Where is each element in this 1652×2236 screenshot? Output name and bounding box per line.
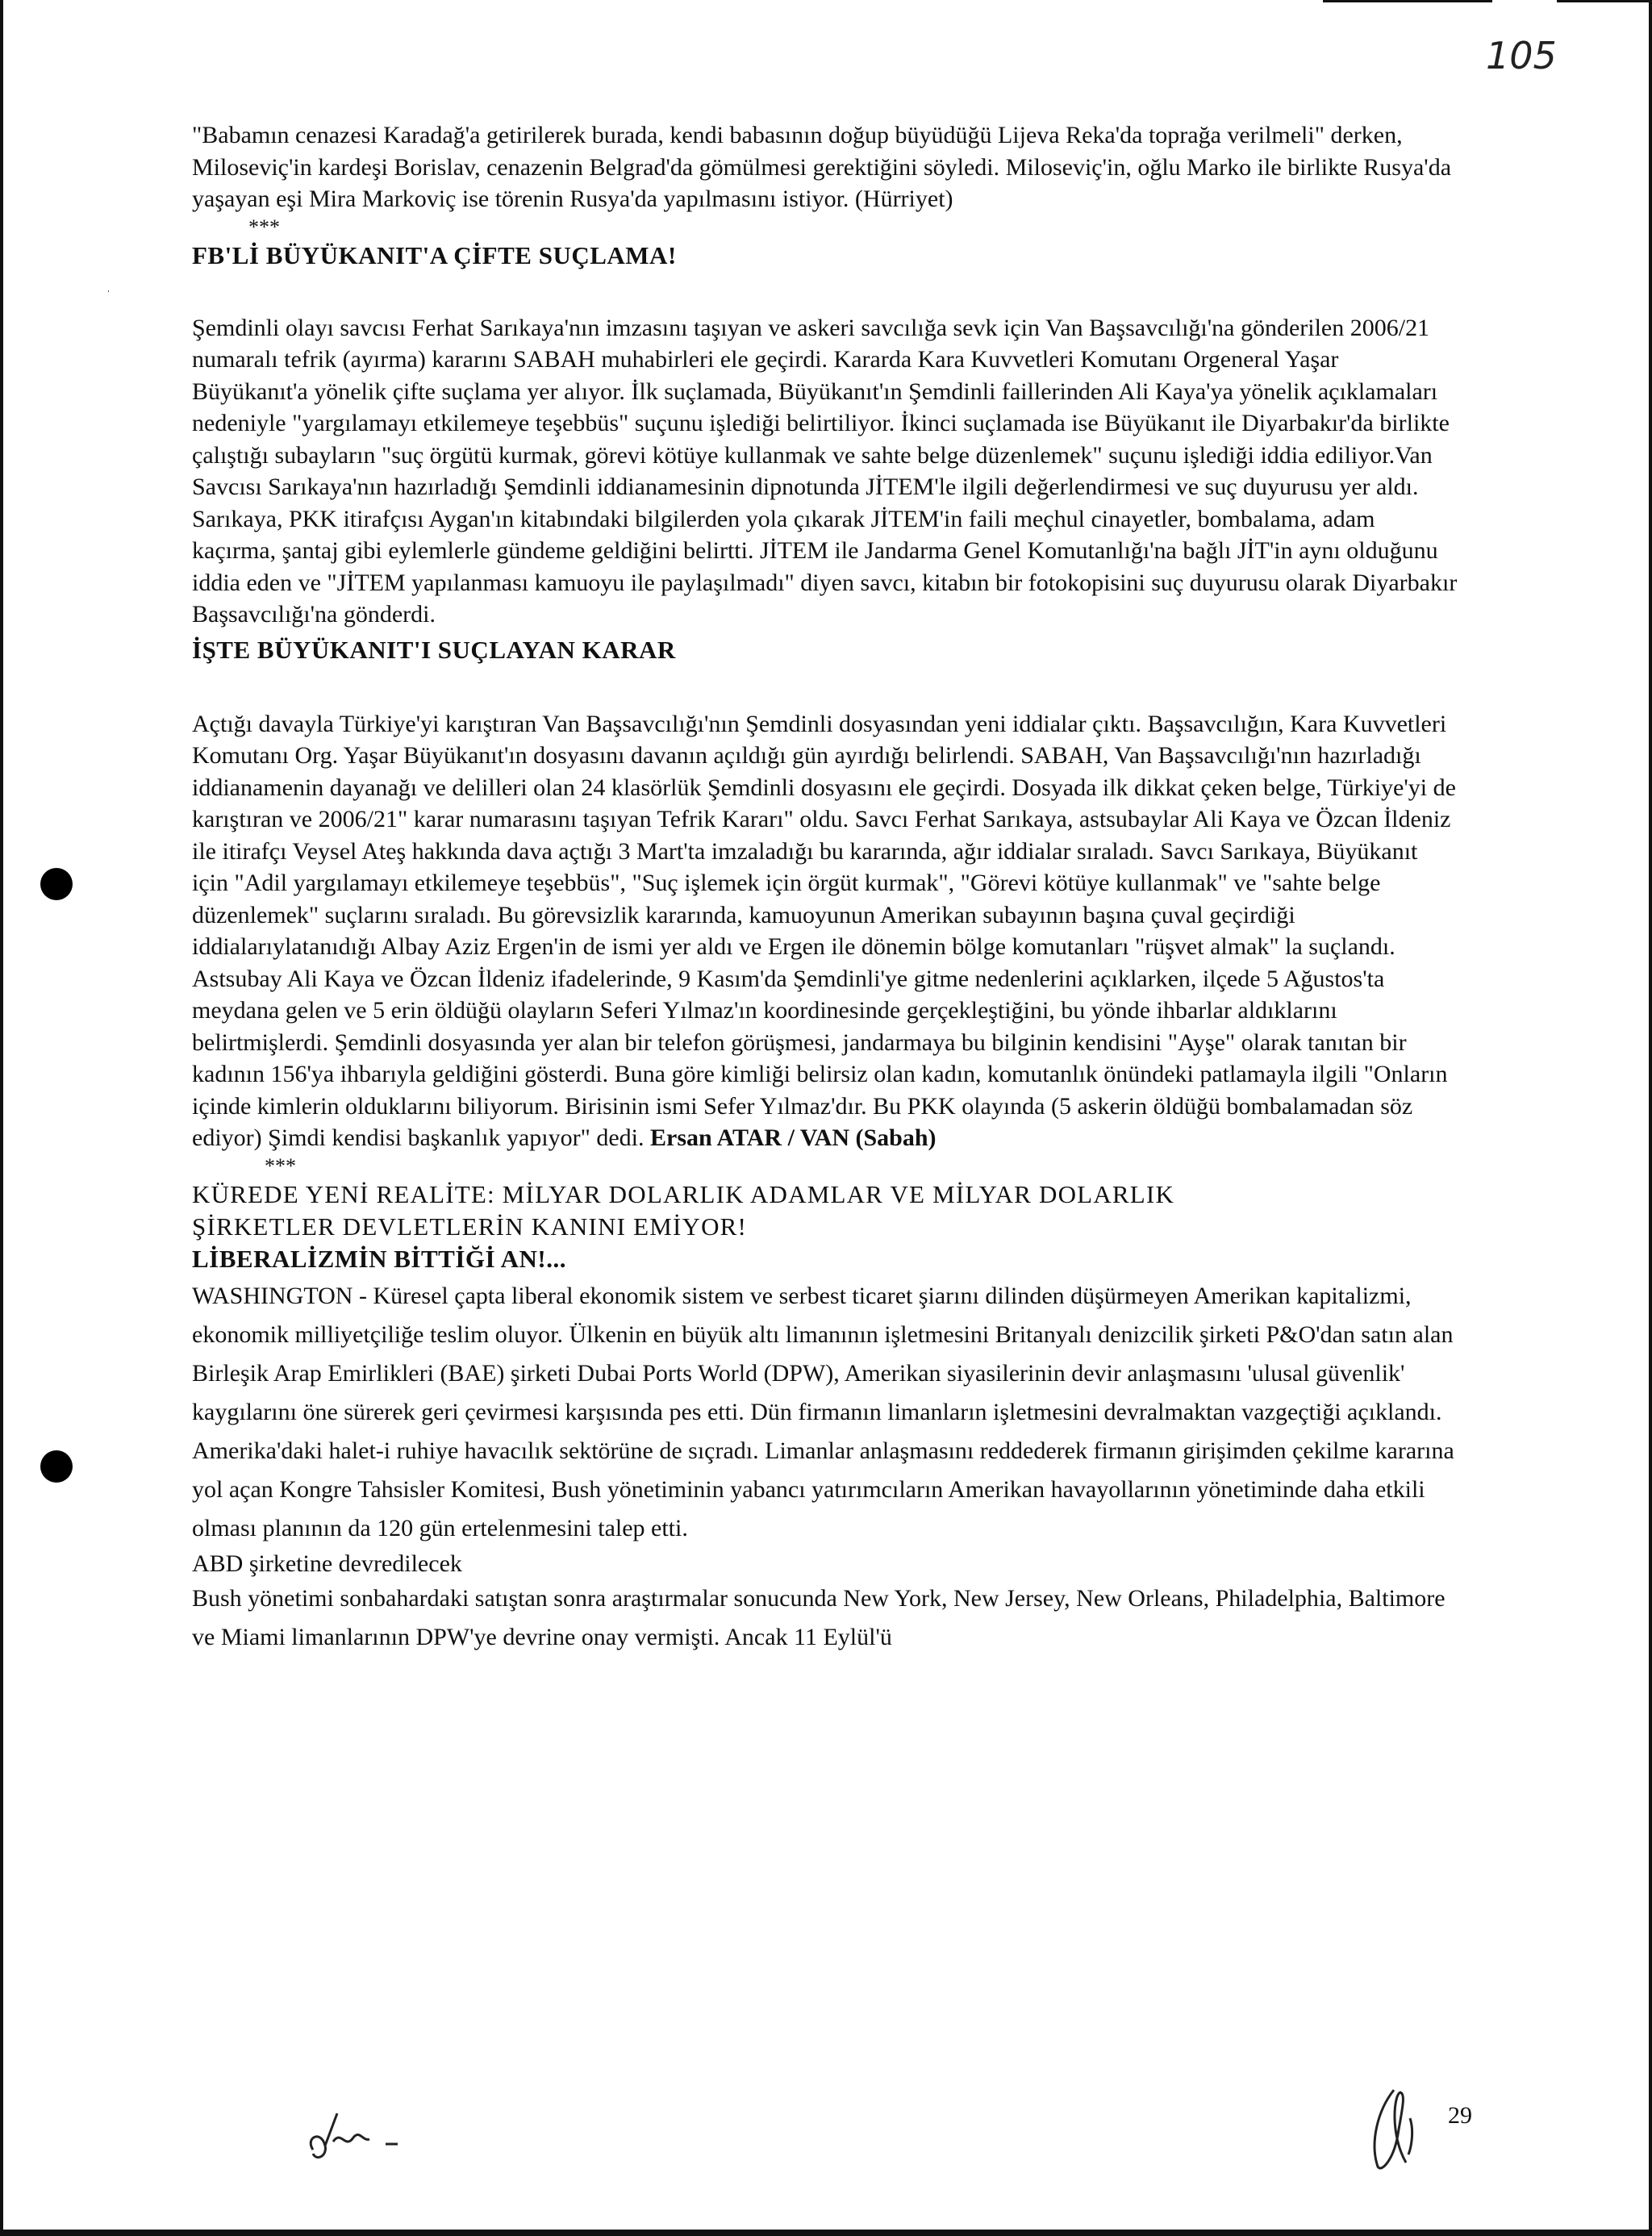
- page-border-bottom: [0, 2230, 1652, 2236]
- article-2-heading: FB'Lİ BÜYÜKANIT'A ÇİFTE SUÇLAMA!: [192, 240, 677, 269]
- separator: ***: [265, 1153, 296, 1178]
- separator: ***: [248, 215, 280, 239]
- handwritten-initials: [297, 2105, 426, 2170]
- page-number: 29: [1448, 2102, 1472, 2129]
- article-3-heading: İŞTE BÜYÜKANIT'I SUÇLAYAN KARAR: [192, 635, 676, 664]
- article-4-paragraph: Bush yönetimi sonbahardaki satıştan sonra araştırmalar sonucunda New York, New Jersey, New Orleans, Philadelphia, Baltimore ve Miami limanlarının DPW'ye devrine onay vermişti. Ancak 11 Eylül'ü: [192, 1585, 1446, 1650]
- punch-hole: [40, 1450, 73, 1483]
- article-4-heading-2: LİBERALİZMİN BİTTİĞİ AN!...: [192, 1244, 566, 1273]
- article-3-paragraph-text: Astsubay Ali Kaya ve Özcan İldeniz ifadelerinde, 9 Kasım'da Şemdinli'ye gitme nedenlerini açıklarken, ilçede 5 Ağustos'ta meydana gelen ve 5 erin öldüğü olayların Seferi Yılmaz'ın koordinesinde gerçekleştiğini, bu yönde ihbarlar aldıklarını belirtmişlerdi. Şemdinli dosyasında yer alan bir telefon görüşmesi, jandarmaya bu bilginin kendisini "Ayşe" olarak tanıtan bir kadının 156'ya ihbarıyla geldiğini gösterdi. Buna göre kimliği belirsiz olan kadın, komutanlık önündeki patlamayla ilgili "Onların içinde kimlerin olduklarını biliyorum. Birisinin ismi Sefer Yılmaz'dır. Bu PKK olayında (5 askerin öldüğü bombalamadan söz ediyor) Şimdi kendisi başkanlık yapıyor" dedi.: [192, 965, 1448, 1151]
- scan-top-mark: [1557, 0, 1652, 2]
- document-body: [192, 119, 1458, 1657]
- scan-top-mark: [1323, 0, 1492, 2]
- article-2-paragraph: Şemdinli olayı savcısı Ferhat Sarıkaya'nın imzasını taşıyan ve askeri savcılığa sevk için Van Başsavcılığı'na gönderilen 2006/21 numaralı tefrik (ayırma) kararını SABAH muhabirleri ele geçirdi. Kararda Kara Kuvvetleri Komutanı Orgeneral Yaşar Büyükanıt'a yönelik çifte suçlama yer alıyor. İlk suçlamada, Büyükanıt'ın Şemdinli faillerinden Ali Kaya'ya yönelik açıklamaları nedeniyle "yargılamayı etkilemeye teşebbüs" suçunu işlediği belirtiliyor. İkinci suçlamada ise Büyükanıt ile Diyarbakır'da birlikte çalıştığı subayların "suç örgütü kurmak, görevi kötüye kullanmak ve sahte belge düzenlemek" suçunu işlediği iddia ediliyor.Van Savcısı Sarıkaya'nın hazırladığı Şemdinli iddianamesinin dipnotunda JİTEM'le ilgili değerlendirmesi ve suç duyurusu yer aldı. Sarıkaya, PKK itirafçısı Aygan'ın kitabındaki bilgilerden yola çıkarak JİTEM'in faili meçhul cinayetler, bombalama, adam kaçırma, şantaj gibi eylemlerle gündeme geldiğini belirtti. JİTEM ile Jandarma Genel Komutanlığı'na bağlı JİT'in aynı olduğunu iddia eden ve "JİTEM yapılanması kamuoyu ile paylaşılmadı" diyen savcı, kitabın bir fotokopisini suç duyurusu olarak Diyarbakır Başsavcılığı'na gönderdi.: [192, 314, 1458, 628]
- handwritten-page-number: 105: [1486, 34, 1557, 77]
- article-4-paragraph: WASHINGTON - Küresel çapta liberal ekonomik sistem ve serbest ticaret şiarını dilinden düşürmeyen Amerikan kapitalizmi, ekonomik milliyetçiliğe teslim oluyor. Ülkenin en büyük altı limanının işletmesini Britanyalı denizcilik şirketi P&O'dan satın alan Birleşik Arap Emirlikleri (BAE) şirketi Dubai Ports World (DPW), Amerikan siyasilerinin devir anlaşmasını 'ulusal güvenlik' kaygılarını öne sürerek geri çevirmesi karşısında pes etti. Dün firmanın limanların işletmesini devralmaktan vazgeçtiği açıklandı. Amerika'daki halet-i ruhiye havacılık sektörüne de sıçradı. Limanlar anlaşmasını reddederek firmanın girişimden çekilme kararına yol açan Kongre Tahsisler Komitesi, Bush yönetiminin yabancı yatırımcıların Amerikan havayollarının yönetiminde daha etkili olması planının da 120 gün ertelenmesini talep etti.: [192, 1282, 1454, 1541]
- article-4-heading-line-2: ŞİRKETLER DEVLETLERİN KANINI EMİYOR!: [192, 1212, 748, 1241]
- article-4-heading-line-1: KÜREDE YENİ REALİTE: MİLYAR DOLARLIK ADAMLAR VE MİLYAR DOLARLIK: [192, 1179, 1175, 1208]
- article-1-paragraph: "Babamın cenazesi Karadağ'a getirilerek burada, kendi babasının doğup büyüdüğü Lijeva Reka'da toprağa verilmeli" derken, Miloseviç'in kardeşi Borislav, cenazenin Belgrad'da gömülmesi gerektiğini söyledi. Miloseviç'in, oğlu Marko ile birlikte Rusya'da yaşayan eşi Mira Markoviç ise törenin Rusya'da yapılmasını istiyor. (Hürriyet): [192, 122, 1452, 212]
- page-border-left: [0, 0, 3, 2236]
- scan-speck: [108, 290, 109, 292]
- byline: Ersan ATAR / VAN (Sabah): [650, 1124, 937, 1151]
- article-3-paragraph: [192, 963, 1458, 1154]
- page-border-right: [1649, 0, 1652, 2236]
- handwritten-signature: [1362, 2086, 1426, 2175]
- article-4-subheading: ABD şirketine devredilecek: [192, 1550, 462, 1577]
- punch-hole: [40, 868, 73, 900]
- article-3-paragraph: Açtığı davayla Türkiye'yi karıştıran Van Başsavcılığı'nın Şemdinli dosyasından yeni iddialar çıktı. Başsavcılığın, Kara Kuvvetleri Komutanı Org. Yaşar Büyükanıt'ın dosyasını davanın açıldığı gün ayırdığı belirlendi. SABAH, Van Başsavcılığı'nın hazırladığı iddianamenin dayanağı ve delilleri olan 24 klasörlük Şemdinli dosyasını ele geçirdi. Dosyada ilk dikkat çeken belge, Türkiye'yi de karıştıran ve 2006/21" karar numarasını taşıyan Tefrik Kararı" oldu. Savcı Ferhat Sarıkaya, astsubaylar Ali Kaya ve Özcan İldeniz ile itirafçı Veysel Ateş hakkında dava açtığı 3 Mart'ta imzaladığı bu kararında, ağır iddialar sıraladı. Savcı Sarıkaya, Büyükanıt için "Adil yargılamayı etkilemeye teşebbüs", "Suç işlemek için örgüt kurmak", "Görevi kötüye kullanmak" ve "sahte belge düzenlemek" suçlarını sıraladı. Bu görevsizlik kararında, kamuoyunun Amerikan subayının başına çuval geçirdiği iddialarıylatanıdığı Albay Aziz Ergen'in de ismi yer aldı ve Ergen ile dönemin bölge komutanları "rüşvet almak" la suçlandı.: [192, 710, 1456, 960]
